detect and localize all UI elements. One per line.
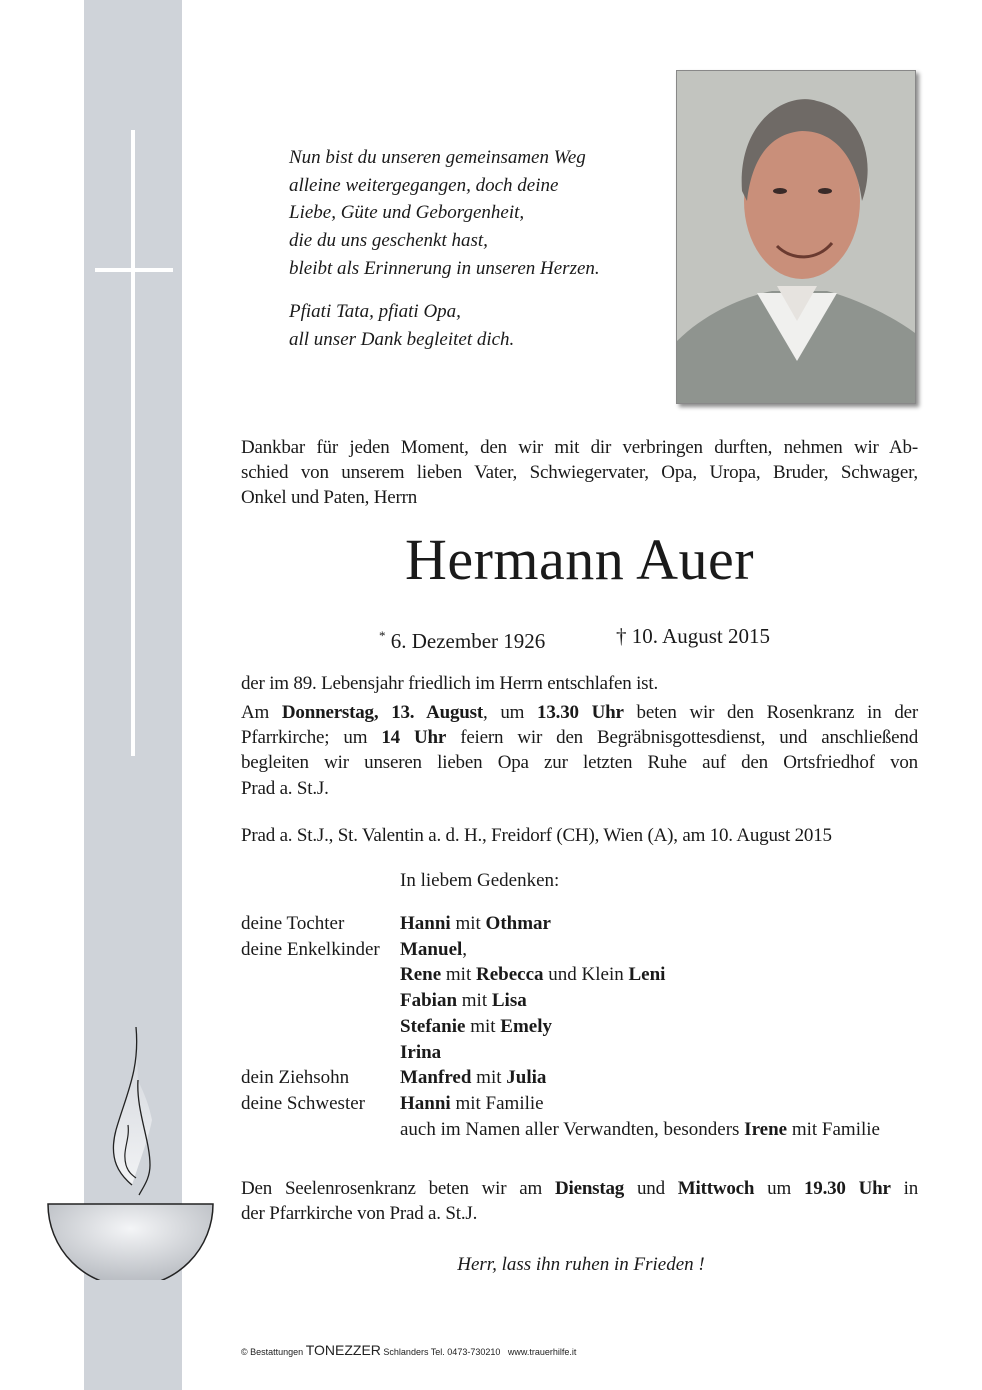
mourner-names <box>400 962 665 988</box>
text: Prad a. St.J. <box>241 778 329 799</box>
text: beten wir den Rosenkranz in der <box>623 702 919 723</box>
text-line <box>241 1201 918 1227</box>
text: mit <box>441 964 476 986</box>
bold-text: Othmar <box>485 913 551 934</box>
bold-text: Leni <box>628 964 666 986</box>
relation-label: deine Tochter <box>241 913 345 934</box>
text-line <box>241 671 918 697</box>
text: um <box>754 1178 804 1199</box>
poem-line: die du uns geschenkt hast, <box>289 230 488 251</box>
poem-line: alleine weitergegangen, doch deine <box>289 175 559 196</box>
deceased-name: Hermann Auer <box>404 527 755 592</box>
text: mit Familie <box>787 1118 880 1140</box>
bold-text: Julia <box>506 1067 547 1089</box>
relation-label: dein Ziehsohn <box>241 1067 350 1089</box>
bold-text: Dienstag <box>554 1178 625 1199</box>
text: , <box>462 938 468 960</box>
text-line <box>241 750 918 776</box>
closing-prayer: Herr, lass ihn ruhen in Frieden ! <box>457 1254 705 1275</box>
text: Onkel und Paten, Herrn <box>241 487 418 508</box>
text-line <box>241 1176 918 1202</box>
mourner-names <box>400 1091 544 1117</box>
relation-label: deine Enkelkinder <box>241 938 380 960</box>
poem-line: Nun bist du unseren gemeinsamen Weg <box>289 147 586 168</box>
mourner-names <box>400 1040 441 1066</box>
text: mit <box>471 1067 507 1089</box>
bold-text: Hanni <box>400 1092 451 1114</box>
birth-date: * 6. Dezember 1926 <box>379 628 546 653</box>
text: auch im Namen aller Verwandten, besonders <box>400 1118 745 1140</box>
memory-heading: In liebem Gedenken: <box>400 870 560 891</box>
website-link[interactable]: www.trauerhilfe.it <box>507 1347 577 1357</box>
poem-line: all unser Dank begleitet dich. <box>289 329 515 350</box>
text: begleiten wir unseren lieben Opa zur letzten Ruhe auf den Ortsfriedhof von <box>241 752 918 773</box>
bold-text: Fabian <box>400 990 458 1012</box>
footer: © Bestattungen TONEZZER Schlanders Tel. 0473-730210 www.trauerhilfe.it <box>241 1342 577 1358</box>
text: mit <box>450 913 486 934</box>
text: feiern wir den Begräbnisgottesdienst, und anschließend <box>446 727 919 748</box>
text-line <box>241 725 918 751</box>
text: mit <box>457 990 492 1012</box>
text: schied von unserem lieben Vater, Schwiegervater, Opa, Uropa, Bruder, Schwager, <box>241 462 918 483</box>
text: Am <box>241 702 282 723</box>
bold-text: Donnerstag, 13. August <box>281 702 483 723</box>
bold-text: 19.30 Uhr <box>803 1178 891 1199</box>
bold-text: Rene <box>400 964 442 986</box>
bold-text: Irina <box>400 1041 442 1063</box>
text: und Klein <box>543 964 629 986</box>
text: mit Familie <box>450 1092 544 1114</box>
text-line <box>241 485 918 511</box>
mourner-names <box>400 1014 552 1040</box>
bold-text: 13.30 Uhr <box>537 702 624 723</box>
poem-line: Liebe, Güte und Geborgenheit, <box>289 202 525 223</box>
place-date: Prad a. St.J., St. Valentin a. d. H., Freidorf (CH), Wien (A), am 10. August 2015 <box>241 825 832 846</box>
bold-text: 14 Uhr <box>381 727 447 748</box>
bold-text: Hanni <box>400 913 451 934</box>
text-line <box>241 460 918 486</box>
bold-text: Rebecca <box>476 964 544 986</box>
text: mit <box>465 1015 501 1037</box>
bold-text: Manuel <box>400 938 463 960</box>
text-line <box>241 700 918 726</box>
mourner-names <box>400 1065 546 1091</box>
text: in <box>890 1178 919 1199</box>
portrait-photo <box>676 70 916 404</box>
bold-text: Stefanie <box>400 1015 466 1037</box>
text: der im 89. Lebensjahr friedlich im Herrn entschlafen ist. <box>241 673 659 694</box>
death-date: † 10. August 2015 <box>616 624 771 648</box>
relation-label: deine Schwester <box>241 1092 365 1114</box>
text: Dankbar für jeden Moment, den wir mit dir verbringen durften, nehmen wir Ab- <box>241 437 918 458</box>
candle-bowl-icon <box>40 1000 230 1280</box>
poem-line: Pfiati Tata, pfiati Opa, <box>289 301 461 322</box>
bold-text: Emely <box>500 1015 552 1037</box>
mourner-names <box>400 1117 880 1143</box>
bold-text: Manfred <box>400 1067 472 1089</box>
text: der Pfarrkirche von Prad a. St.J. <box>241 1203 478 1224</box>
bold-text: Irene <box>744 1118 788 1140</box>
text-line <box>241 435 918 461</box>
text: und <box>624 1178 678 1199</box>
mourner-names <box>400 911 551 937</box>
bold-text: Mittwoch <box>677 1178 755 1199</box>
text: Den Seelenrosenkranz beten wir am <box>241 1178 555 1199</box>
poem-line: bleibt als Erinnerung in unseren Herzen. <box>289 258 600 279</box>
bold-text: Lisa <box>491 990 527 1012</box>
text: Pfarrkirche; um <box>241 727 382 748</box>
mourner-names <box>400 988 527 1014</box>
text: , um <box>483 702 538 723</box>
text-line <box>241 776 918 802</box>
mourner-names <box>400 937 467 963</box>
